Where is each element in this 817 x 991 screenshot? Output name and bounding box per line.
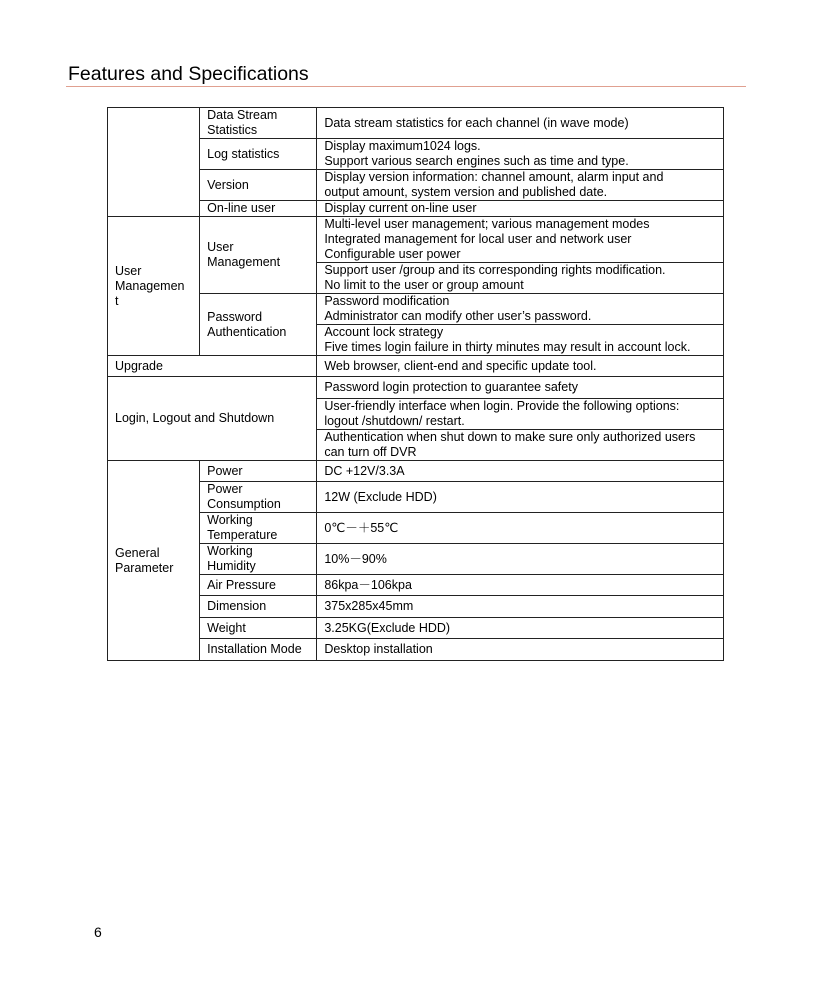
description-cell: Display current on-line user bbox=[317, 201, 724, 217]
title-divider bbox=[66, 86, 746, 87]
feature-cell: Weight bbox=[200, 618, 317, 639]
page-number: 6 bbox=[94, 924, 102, 940]
feature-cell: Data Stream Statistics bbox=[200, 108, 317, 139]
table-row bbox=[108, 461, 724, 482]
description-cell: 0℃－＋55℃ bbox=[317, 513, 724, 544]
category-cell: Upgrade bbox=[108, 356, 317, 377]
description-cell: 12W (Exclude HDD) bbox=[317, 482, 724, 513]
category-cell: General Parameter bbox=[108, 461, 200, 661]
spec-table bbox=[107, 107, 724, 661]
page-title: Features and Specifications bbox=[68, 63, 309, 85]
description-cell: Display version information: channel amount, alarm input and output amount, system version and published date. bbox=[317, 170, 724, 201]
description-cell: Web browser, client-end and specific update tool. bbox=[317, 356, 724, 377]
description-cell: 86kpa－106kpa bbox=[317, 575, 724, 596]
description-cell: DC +12V/3.3A bbox=[317, 461, 724, 482]
description-cell: 375x285x45mm bbox=[317, 596, 724, 618]
feature-cell: Power Consumption bbox=[200, 482, 317, 513]
description-cell: Multi-level user management; various management modes Integrated management for local user and network user Configurable user power bbox=[317, 217, 724, 263]
table-row bbox=[108, 356, 724, 377]
feature-cell: Working Humidity bbox=[200, 544, 317, 575]
table-row bbox=[108, 217, 724, 263]
category-cell bbox=[108, 108, 200, 217]
table-row bbox=[108, 618, 724, 639]
table-row bbox=[108, 639, 724, 661]
description-cell: User-friendly interface when login. Provide the following options: logout /shutdown/ restart. bbox=[317, 399, 724, 430]
table-row bbox=[108, 575, 724, 596]
description-cell: Account lock strategy Five times login failure in thirty minutes may result in account lock. bbox=[317, 325, 724, 356]
description-cell: Data stream statistics for each channel (in wave mode) bbox=[317, 108, 724, 139]
description-cell: 3.25KG(Exclude HDD) bbox=[317, 618, 724, 639]
description-cell: 10%－90% bbox=[317, 544, 724, 575]
table-row bbox=[108, 139, 724, 170]
table-row bbox=[108, 544, 724, 575]
feature-cell: Power bbox=[200, 461, 317, 482]
table-row bbox=[108, 201, 724, 217]
description-cell: Authentication when shut down to make sure only authorized users can turn off DVR bbox=[317, 430, 724, 461]
table-row bbox=[108, 482, 724, 513]
table-row bbox=[108, 170, 724, 201]
table-row bbox=[108, 377, 724, 399]
description-cell: Password login protection to guarantee safety bbox=[317, 377, 724, 399]
description-cell: Support user /group and its corresponding rights modification. No limit to the user or group amount bbox=[317, 263, 724, 294]
feature-cell: Log statistics bbox=[200, 139, 317, 170]
feature-cell: User Management bbox=[200, 217, 317, 294]
feature-cell: Version bbox=[200, 170, 317, 201]
category-cell: Login, Logout and Shutdown bbox=[108, 377, 317, 461]
table-row bbox=[108, 596, 724, 618]
description-cell: Desktop installation bbox=[317, 639, 724, 661]
feature-cell: Password Authentication bbox=[200, 294, 317, 356]
feature-cell: Air Pressure bbox=[200, 575, 317, 596]
feature-cell: Installation Mode bbox=[200, 639, 317, 661]
feature-cell: Working Temperature bbox=[200, 513, 317, 544]
feature-cell: Dimension bbox=[200, 596, 317, 618]
table-row bbox=[108, 108, 724, 139]
category-cell: User Managemen t bbox=[108, 217, 200, 356]
table-row bbox=[108, 513, 724, 544]
description-cell: Password modification Administrator can modify other user’s password. bbox=[317, 294, 724, 325]
description-cell: Display maximum1024 logs. Support various search engines such as time and type. bbox=[317, 139, 724, 170]
table-row bbox=[108, 294, 724, 325]
feature-cell: On-line user bbox=[200, 201, 317, 217]
